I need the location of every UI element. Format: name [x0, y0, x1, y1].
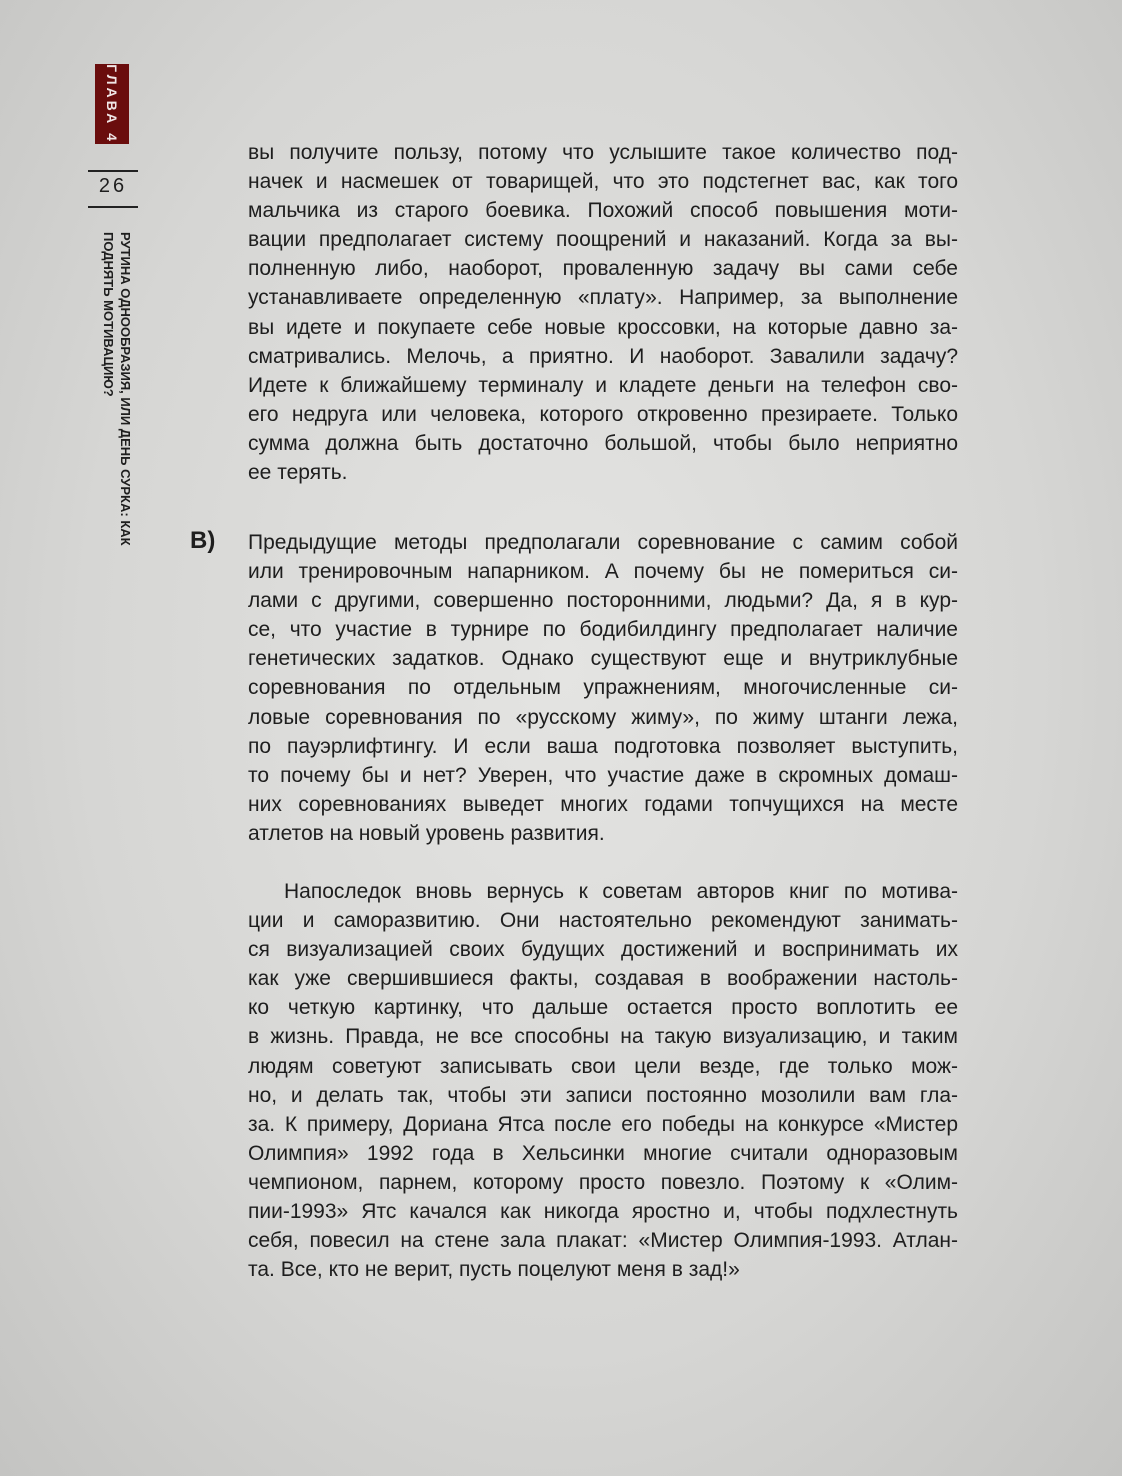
running-title: РУТИНА ОДНООБРАЗИЯ, ИЛИ ДЕНЬ СУРКА: КАК ПОДНЯТЬ МОТИВАЦИЮ?	[101, 232, 133, 546]
text-line: лами с другими, совершенно посторонними, людьми? Да, я в кур-	[248, 589, 958, 613]
paragraph-2	[248, 528, 958, 848]
text-line: се, что участие в турнире по бодибилдингу предполагает наличие	[248, 618, 958, 642]
text-line: чемпионом, парнем, которому просто повезло. Поэтому к «Олим-	[248, 1170, 958, 1194]
text-line: устанавливаете определенную «плату». Например, за выполнение	[248, 286, 958, 310]
text-line: Напоследок вновь вернусь к советам авторов книг по мотива-	[284, 880, 958, 903]
list-marker: В)	[190, 527, 216, 554]
divider	[88, 206, 138, 208]
text-line: Предыдущие методы предполагали соревнование с самим собой	[248, 531, 958, 554]
text-line: генетических задатков. Однако существуют еще и внутриклубные	[248, 647, 958, 671]
text-line: них соревнованиях выведет многих годами топчущихся на месте	[248, 792, 958, 816]
text-line: сматривались. Мелочь, а приятно. И наоборот. Завалили задачу?	[248, 344, 958, 368]
text-line: то почему бы и нет? Уверен, что участие даже в скромных домаш-	[248, 763, 958, 787]
text-line: та. Все, кто не верит, пусть поцелуют меня в зад!»	[248, 1258, 740, 1282]
text-line: Идете к ближайшему терминалу и кладете деньги на телефон сво-	[248, 373, 958, 397]
text-line: вации предполагает систему поощрений и наказаний. Когда за вы-	[248, 228, 958, 252]
text-line: вы получите пользу, потому что услышите такое количество под-	[248, 141, 958, 164]
text-line: ее терять.	[248, 461, 348, 485]
text-line: по пауэрлифтингу. И если ваша подготовка позволяет выступить,	[248, 734, 958, 758]
text-line: мальчика из старого боевика. Похожий способ повышения моти-	[248, 199, 958, 223]
text-line: себя, повесил на стене зала плакат: «Мистер Олимпия-1993. Атлан-	[248, 1229, 958, 1253]
text-line: в жизнь. Правда, не все способны на такую визуализацию, и таким	[248, 1025, 958, 1049]
text-line: людям советуют записывать свои цели везде, где только мож-	[248, 1054, 958, 1078]
text-line: за. К примеру, Дориана Ятса после его победы на конкурсе «Мистер	[248, 1112, 958, 1136]
text-line: пии-1993» Ятс качался как никогда яростно и, чтобы подхлестнуть	[248, 1200, 958, 1224]
divider	[88, 170, 138, 172]
page-number: 26	[98, 175, 128, 197]
paragraph-1	[248, 138, 958, 487]
chapter-tab	[95, 64, 129, 144]
text-line: его недруга или человека, которого откровенно презираете. Только	[248, 402, 958, 426]
text-line: вы идете и покупаете себе новые кроссовки, на которые давно за-	[248, 315, 958, 339]
text-line: но, и делать так, чтобы эти записи постоянно мозолили вам гла-	[248, 1083, 958, 1107]
text-line: начек и насмешек от товарищей, что это подстегнет вас, как того	[248, 170, 958, 194]
text-line: соревнования по отдельным упражнениям, многочисленные си-	[248, 676, 958, 700]
text-line: сумма должна быть достаточно большой, чтобы было неприятно	[248, 431, 958, 455]
text-line: ловые соревнования по «русскому жиму», по жиму штанги лежа,	[248, 705, 958, 729]
chapter-label: ГЛАВА 4	[104, 64, 120, 144]
text-line: Олимпия» 1992 года в Хельсинки многие считали одноразовым	[248, 1141, 958, 1165]
text-line: как уже свершившиеся факты, создавая в воображении настоль-	[248, 967, 958, 991]
text-line: ции и саморазвитию. Они настоятельно рекомендуют занимать-	[248, 909, 958, 933]
text-line: ся визуализацией своих будущих достижений и воспринимать их	[248, 938, 958, 962]
text-line: ко четкую картинку, что дальше остается просто воплотить ее	[248, 996, 958, 1020]
text-line: полненную либо, наоборот, проваленную задачу вы сами себе	[248, 257, 958, 281]
paragraph-3	[248, 877, 958, 1284]
text-line: или тренировочным напарником. А почему бы не помериться си-	[248, 560, 958, 584]
text-line: атлетов на новый уровень развития.	[248, 821, 605, 845]
